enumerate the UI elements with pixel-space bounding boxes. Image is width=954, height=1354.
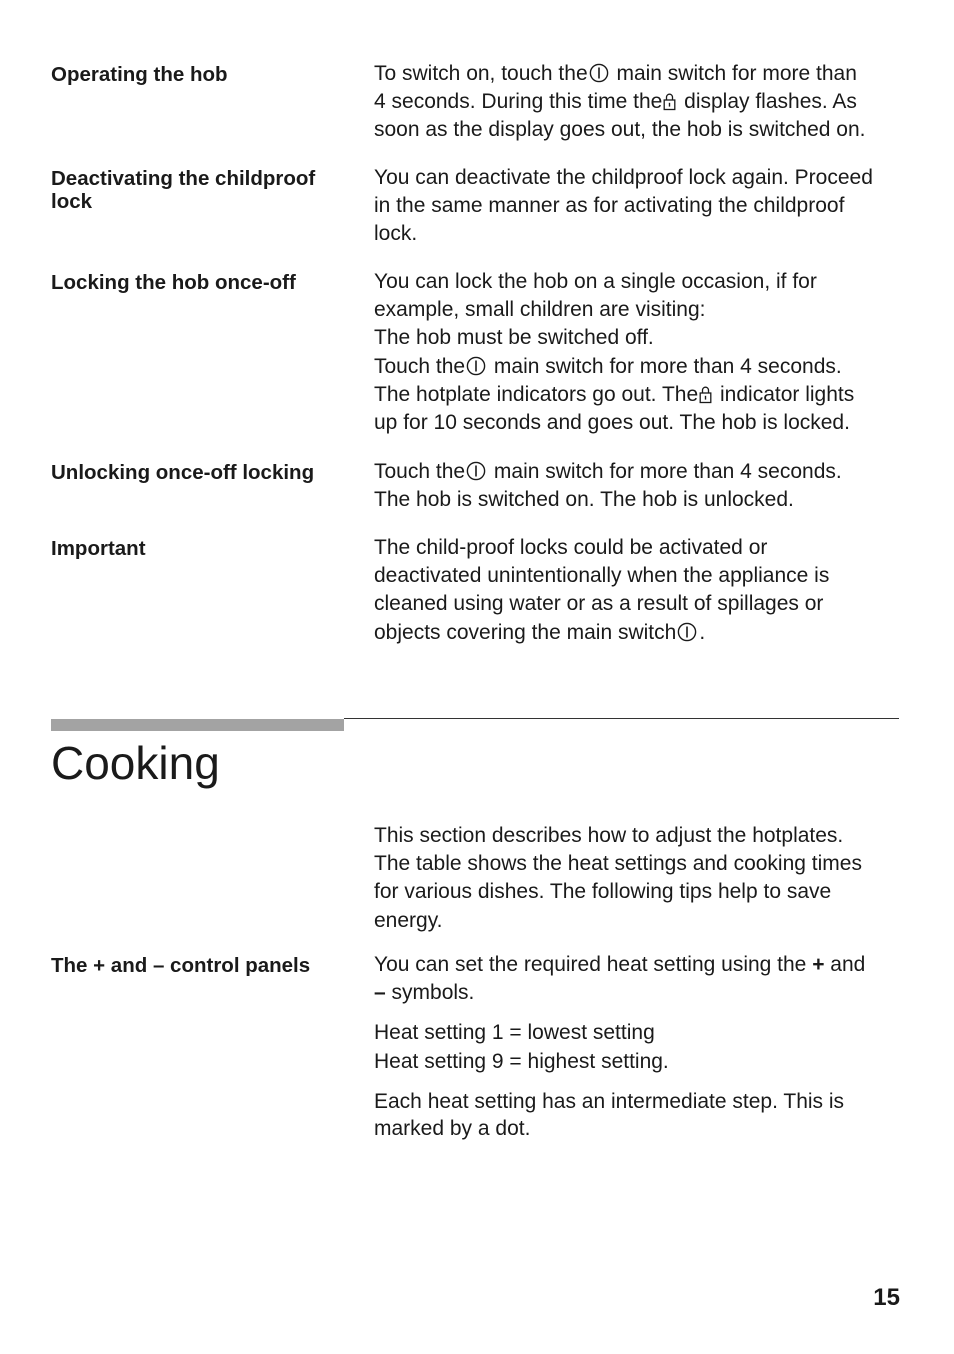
text-segment: The hob is switched on. The hob is unlocked. bbox=[374, 488, 794, 512]
text-segment: in the same manner as for activating the childproof bbox=[374, 194, 845, 218]
text-line bbox=[374, 220, 904, 248]
text-line bbox=[374, 324, 904, 352]
heat-setting-9: Heat setting 9 = highest setting. bbox=[374, 1049, 669, 1073]
section-text bbox=[374, 164, 904, 249]
text-line bbox=[374, 268, 904, 296]
power-switch-icon bbox=[677, 622, 697, 642]
power-switch-icon bbox=[589, 63, 609, 83]
section-label: Operating the hob bbox=[51, 63, 228, 86]
text-segment: energy. bbox=[374, 908, 443, 932]
text-segment: main switch for more than 4 seconds. bbox=[488, 354, 842, 378]
text-segment: 4 seconds. During this time the bbox=[374, 90, 663, 114]
text-line bbox=[374, 60, 904, 88]
text-segment: example, small children are visiting: bbox=[374, 298, 706, 322]
section-label: Locking the hob once-off bbox=[51, 271, 296, 294]
text-segment: display flashes. As bbox=[678, 90, 857, 114]
text-segment: up for 10 seconds and goes out. The hob is locked. bbox=[374, 411, 850, 435]
text-segment: deactivated unintentionally when the appliance is bbox=[374, 564, 830, 588]
section-text bbox=[374, 60, 904, 145]
text-segment: The hotplate indicators go out. The bbox=[374, 382, 699, 406]
text-line bbox=[374, 192, 904, 220]
text-segment: Touch the bbox=[374, 354, 466, 378]
padlock-icon bbox=[663, 92, 676, 111]
power-switch-icon bbox=[466, 356, 486, 376]
heading-bar bbox=[51, 719, 344, 731]
section-text bbox=[374, 534, 904, 647]
text-segment: The hob must be switched off. bbox=[374, 326, 654, 350]
intro-text bbox=[374, 822, 904, 935]
text-segment: main switch for more than 4 seconds. bbox=[488, 460, 842, 483]
section-important bbox=[51, 537, 903, 655]
text-segment: This section describes how to adjust the hotplates. bbox=[374, 824, 844, 847]
text-line bbox=[374, 88, 904, 116]
text-segment: indicator lights bbox=[714, 382, 855, 406]
text-segment: The child-proof locks could be activated or bbox=[374, 536, 768, 559]
control-line1-b: and bbox=[824, 953, 866, 976]
cooking-intro bbox=[51, 825, 903, 937]
step-line-2: marked by a dot. bbox=[374, 1116, 531, 1140]
text-line bbox=[374, 907, 904, 935]
text-segment: soon as the display goes out, the hob is switched on. bbox=[374, 118, 866, 142]
control-line2-b: symbols. bbox=[385, 981, 475, 1005]
control-line1-a: You can set the required heat setting using the bbox=[374, 953, 813, 976]
section-text bbox=[374, 458, 904, 514]
section-label: Deactivating the childproof lock bbox=[51, 167, 316, 213]
text-line bbox=[374, 822, 904, 850]
text-line bbox=[374, 562, 904, 590]
power-switch-icon bbox=[466, 461, 486, 481]
section-control-panels bbox=[51, 954, 903, 1154]
text-segment: You can deactivate the childproof lock again. Proceed bbox=[374, 166, 873, 189]
text-segment: The table shows the heat settings and cooking times bbox=[374, 852, 862, 876]
step-line-1: Each heat setting has an intermediate step. This is bbox=[374, 1089, 845, 1113]
text-line bbox=[374, 458, 904, 486]
section-text bbox=[374, 268, 904, 437]
heat-setting-1: Heat setting 1 = lowest setting bbox=[374, 1021, 655, 1045]
text-line bbox=[374, 486, 904, 514]
plus-symbol: + bbox=[812, 953, 825, 976]
text-segment: lock. bbox=[374, 222, 418, 246]
page-number: 15 bbox=[873, 1284, 900, 1311]
text-line bbox=[374, 590, 904, 618]
section-label: The + and – control panels bbox=[51, 954, 311, 977]
text-segment: You can lock the hob on a single occasion, if for bbox=[374, 270, 817, 293]
section-deactivating-childproof-lock bbox=[51, 167, 903, 257]
text-segment: . bbox=[699, 620, 706, 644]
text-line bbox=[374, 353, 904, 381]
text-segment: To switch on, touch the bbox=[374, 62, 588, 85]
section-unlocking-once-off-locking bbox=[51, 461, 903, 521]
section-locking-hob-once-off bbox=[51, 271, 903, 446]
heading-rule bbox=[344, 718, 899, 719]
minus-symbol: – bbox=[374, 981, 386, 1005]
section-label: Unlocking once-off locking bbox=[51, 461, 315, 484]
section-text bbox=[374, 951, 904, 1142]
text-segment: objects covering the main switch bbox=[374, 620, 677, 644]
text-segment: cleaned using water or as a result of spillages or bbox=[374, 592, 824, 616]
page-heading: Cooking bbox=[51, 737, 220, 789]
text-line bbox=[374, 164, 904, 192]
text-line bbox=[374, 116, 904, 144]
text-line bbox=[374, 878, 904, 906]
text-line bbox=[374, 381, 904, 409]
text-segment: for various dishes. The following tips help to save bbox=[374, 880, 832, 904]
text-line bbox=[374, 850, 904, 878]
text-line bbox=[374, 534, 904, 562]
padlock-icon bbox=[699, 385, 712, 404]
text-line bbox=[374, 619, 904, 647]
section-operating-the-hob bbox=[51, 63, 903, 153]
text-segment: Touch the bbox=[374, 460, 466, 483]
section-label: Important bbox=[51, 537, 146, 560]
text-line bbox=[374, 296, 904, 324]
text-segment: main switch for more than bbox=[610, 62, 857, 85]
text-line bbox=[374, 409, 904, 437]
